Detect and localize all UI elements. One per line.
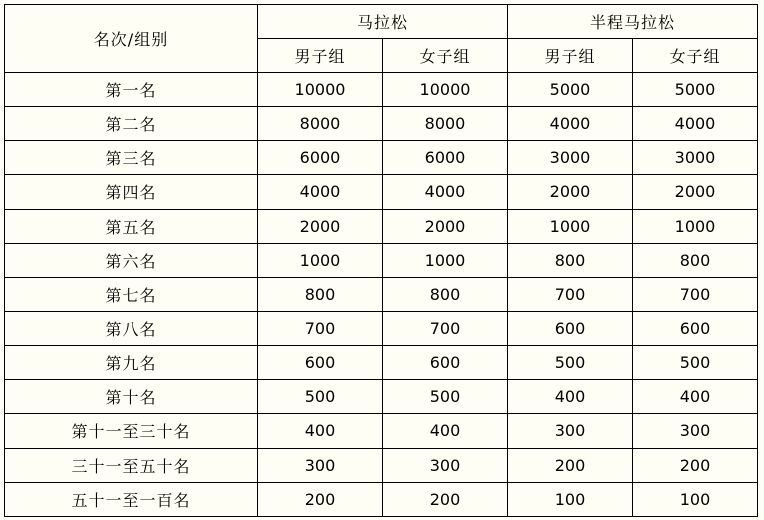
table-row: [5, 243, 758, 277]
half-female-cell: 700: [633, 277, 758, 311]
half-female-header: 女子组: [633, 39, 758, 73]
rank-cell: 第十一至三十名: [5, 414, 258, 448]
table-row: [5, 311, 758, 345]
half-male-header: 男子组: [508, 39, 633, 73]
marathon-female-header: 女子组: [383, 39, 508, 73]
marathon-male-cell: 10000: [258, 73, 383, 107]
rank-cell: 第三名: [5, 141, 258, 175]
table-row: [5, 107, 758, 141]
rank-cell: 第八名: [5, 311, 258, 345]
table-row: [5, 175, 758, 209]
rank-cell: 第十名: [5, 380, 258, 414]
marathon-female-cell: 4000: [383, 175, 508, 209]
half-female-cell: 100: [633, 482, 758, 516]
rank-cell: 第五名: [5, 209, 258, 243]
half-marathon-header: 半程马拉松: [508, 5, 758, 39]
marathon-male-cell: 400: [258, 414, 383, 448]
marathon-male-header: 男子组: [258, 39, 383, 73]
table-header: [5, 5, 758, 73]
marathon-female-cell: 500: [383, 380, 508, 414]
marathon-female-cell: 800: [383, 277, 508, 311]
half-female-cell: 400: [633, 380, 758, 414]
half-female-cell: 2000: [633, 175, 758, 209]
half-male-cell: 700: [508, 277, 633, 311]
marathon-male-cell: 700: [258, 311, 383, 345]
marathon-header: 马拉松: [258, 5, 508, 39]
table-row: [5, 414, 758, 448]
table-row: [5, 73, 758, 107]
marathon-male-cell: 600: [258, 346, 383, 380]
table-body: [5, 73, 758, 517]
table-row: [5, 380, 758, 414]
marathon-female-cell: 400: [383, 414, 508, 448]
rank-cell: 三十一至五十名: [5, 448, 258, 482]
marathon-male-cell: 2000: [258, 209, 383, 243]
table-row: [5, 141, 758, 175]
rank-cell: 第一名: [5, 73, 258, 107]
half-male-cell: 100: [508, 482, 633, 516]
half-female-cell: 3000: [633, 141, 758, 175]
rank-cell: 第二名: [5, 107, 258, 141]
marathon-female-cell: 300: [383, 448, 508, 482]
header-row-top: [5, 5, 758, 39]
marathon-male-cell: 500: [258, 380, 383, 414]
rank-cell: 第七名: [5, 277, 258, 311]
half-female-cell: 500: [633, 346, 758, 380]
half-female-cell: 200: [633, 448, 758, 482]
half-male-cell: 800: [508, 243, 633, 277]
half-male-cell: 5000: [508, 73, 633, 107]
marathon-female-cell: 1000: [383, 243, 508, 277]
half-female-cell: 5000: [633, 73, 758, 107]
half-female-cell: 800: [633, 243, 758, 277]
table-row: [5, 482, 758, 516]
half-female-cell: 1000: [633, 209, 758, 243]
marathon-male-cell: 800: [258, 277, 383, 311]
marathon-male-cell: 1000: [258, 243, 383, 277]
half-male-cell: 1000: [508, 209, 633, 243]
half-male-cell: 300: [508, 414, 633, 448]
table-row: [5, 277, 758, 311]
rank-cell: 五十一至一百名: [5, 482, 258, 516]
prize-table: [4, 4, 758, 517]
marathon-female-cell: 600: [383, 346, 508, 380]
half-male-cell: 4000: [508, 107, 633, 141]
half-female-cell: 300: [633, 414, 758, 448]
table-row: [5, 346, 758, 380]
half-male-cell: 2000: [508, 175, 633, 209]
half-female-cell: 600: [633, 311, 758, 345]
half-male-cell: 400: [508, 380, 633, 414]
marathon-female-cell: 2000: [383, 209, 508, 243]
rank-group-header: 名次/组别: [5, 5, 258, 73]
marathon-male-cell: 300: [258, 448, 383, 482]
half-male-cell: 600: [508, 311, 633, 345]
marathon-male-cell: 4000: [258, 175, 383, 209]
half-male-cell: 3000: [508, 141, 633, 175]
half-female-cell: 4000: [633, 107, 758, 141]
rank-cell: 第九名: [5, 346, 258, 380]
marathon-male-cell: 8000: [258, 107, 383, 141]
marathon-female-cell: 200: [383, 482, 508, 516]
half-male-cell: 200: [508, 448, 633, 482]
marathon-female-cell: 10000: [383, 73, 508, 107]
half-male-cell: 500: [508, 346, 633, 380]
marathon-male-cell: 6000: [258, 141, 383, 175]
rank-cell: 第四名: [5, 175, 258, 209]
table-row: [5, 209, 758, 243]
table-row: [5, 448, 758, 482]
marathon-male-cell: 200: [258, 482, 383, 516]
marathon-female-cell: 700: [383, 311, 508, 345]
marathon-female-cell: 6000: [383, 141, 508, 175]
marathon-female-cell: 8000: [383, 107, 508, 141]
rank-cell: 第六名: [5, 243, 258, 277]
